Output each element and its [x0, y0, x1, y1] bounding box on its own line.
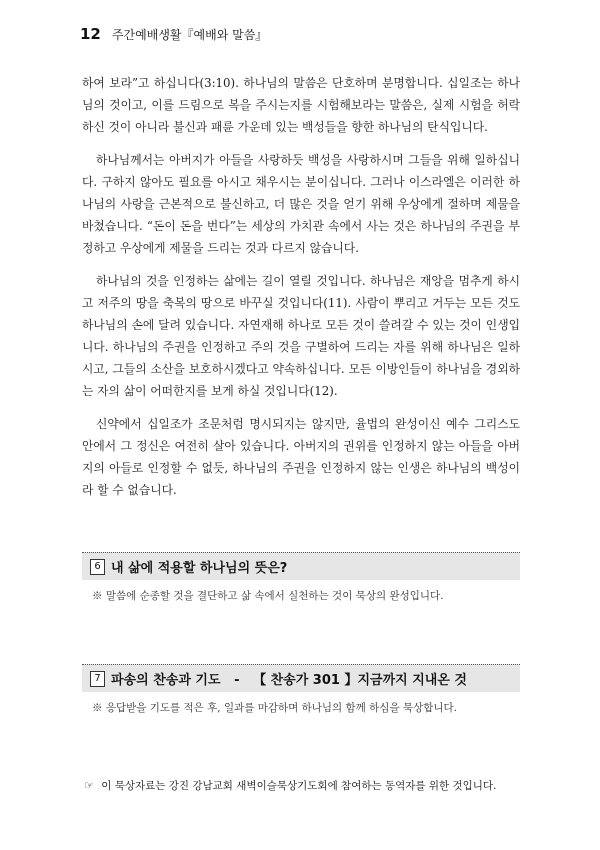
footer-text: 이 묵상자료는 강진 강남교회 새벽이슬묵상기도회에 참여하는 동역자를 위한 것입니다.	[101, 780, 497, 792]
section-number-box: 6	[90, 559, 105, 575]
section-number-box: 7	[90, 671, 105, 687]
paragraph-2: 하나님께서는 아버지가 아들을 사랑하듯 백성을 사랑하시며 그들을 위해 일하십니다. 구하지 않아도 필요를 아시고 채우시는 분이십니다. 그러나 이스라엘은 이러한 하나님의 사랑을 근본적으로 불신하고, 더 많은 것을 얻기 위해 우상에게 절하며 제물을 바쳤습니다. “돈이 돈을 번다”는 세상의 가치관 속에서 사는 것은 하나님의 주권을 부정하고 우상에게 제물을 드리는 것과 다르지 않습니다.	[82, 153, 520, 255]
page-header	[80, 24, 267, 43]
section-hymn-prayer-title: 파송의 찬송과 기도 - 【 찬송가 301 】지금까지 지내온 것	[111, 673, 467, 688]
section-application-note: ※ 말씀에 순종할 것을 결단하고 삶 속에서 실천하는 것이 묵상의 완성입니다.	[92, 590, 444, 602]
section-application-header	[82, 552, 520, 580]
pointing-hand-icon: ☞	[84, 779, 94, 792]
paragraph-3: 하나님의 것을 인정하는 삶에는 길이 열릴 것입니다. 하나님은 재앙을 멈추게 하시고 저주의 땅을 축복의 땅으로 바꾸실 것입니다(11). 사람이 뿌리고 거두는 모든 것도 하나님의 손에 달려 있습니다. 자연재해 하나로 모든 것이 쓸려갈 수 있는 것이 인생입니다. 하나님의 주권을 인정하고 주의 것을 구별하여 드리는 자를 위해 하나님은 일하시고, 그들의 소산을 보호하시겠다고 약속하십니다. 모든 이방인들이 하나님을 경외하는 자의 삶이 어떠한지를 보게 하실 것입니다(12).	[82, 274, 520, 398]
paragraph-1: 하여 보라”고 하십니다(3:10). 하나님의 말씀은 단호하며 분명합니다. 십일조는 하나님의 것이고, 이를 드림으로 복을 주시는지를 시험해보라는 말씀은, 실제 시험을 허락하신 것이 아니라 불신과 패륜 가운데 있는 백성들을 향한 하나님의 탄식입니다.	[82, 76, 520, 134]
paragraph-4: 신약에서 십일조가 조문처럼 명시되지는 않지만, 율법의 완성이신 예수 그리스도 안에서 그 정신은 여전히 살아 있습니다. 아버지의 권위를 인정하지 않는 아들을 아버지의 아들로 인정할 수 없듯, 하나님의 주권을 인정하지 않는 인생은 하나님의 백성이라 할 수 없습니다.	[82, 417, 520, 497]
section-application	[82, 552, 520, 603]
section-hymn-prayer-header	[82, 664, 520, 692]
footer-note	[84, 778, 496, 793]
section-hymn-prayer-note: ※ 응답받을 기도를 적은 후, 일과를 마감하며 하나님의 함께 하심을 묵상합니다.	[92, 702, 457, 714]
body-text	[82, 72, 520, 512]
section-hymn-prayer	[82, 664, 520, 715]
page-number: 12	[80, 25, 101, 43]
section-application-title: 내 삶에 적용할 하나님의 뜻은?	[111, 561, 288, 576]
publication-title: 주간예배생활『예배와 말씀』	[111, 28, 268, 42]
